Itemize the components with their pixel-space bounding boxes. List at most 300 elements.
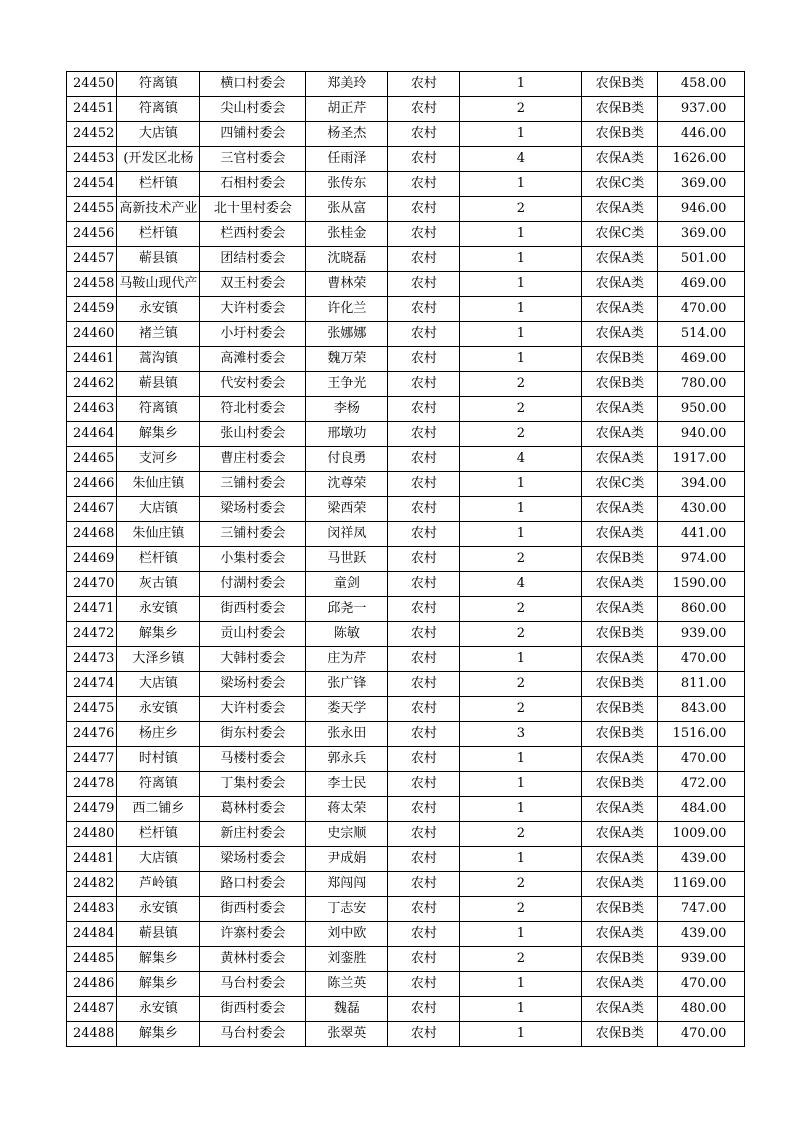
town-cell: 解集乡 <box>117 622 200 647</box>
household-type-cell: 农村 <box>388 997 460 1022</box>
village-cell: 大许村委会 <box>200 697 306 722</box>
town-cell: 蕲县镇 <box>117 922 200 947</box>
village-cell: 马台村委会 <box>200 972 306 997</box>
village-cell: 横口村委会 <box>200 72 306 97</box>
village-cell: 张山村委会 <box>200 422 306 447</box>
table-row <box>67 822 745 847</box>
table-row <box>67 772 745 797</box>
table-row <box>67 72 745 97</box>
amount-cell: 501.00 <box>658 247 745 272</box>
household-type-cell: 农村 <box>388 272 460 297</box>
name-cell: 张从富 <box>306 197 388 222</box>
amount-cell: 860.00 <box>658 597 745 622</box>
name-cell: 童剑 <box>306 572 388 597</box>
record-id-cell: 24458 <box>67 272 117 297</box>
household-type-cell: 农村 <box>388 897 460 922</box>
table-row <box>67 522 745 547</box>
amount-cell: 430.00 <box>658 497 745 522</box>
village-cell: 代安村委会 <box>200 372 306 397</box>
town-cell: 蕲县镇 <box>117 247 200 272</box>
town-cell: 栏杆镇 <box>117 822 200 847</box>
village-cell: 符北村委会 <box>200 397 306 422</box>
amount-cell: 439.00 <box>658 922 745 947</box>
member-count-cell: 1 <box>460 972 582 997</box>
name-cell: 邢墩功 <box>306 422 388 447</box>
name-cell: 杨圣杰 <box>306 122 388 147</box>
town-cell: 解集乡 <box>117 422 200 447</box>
household-type-cell: 农村 <box>388 122 460 147</box>
record-id-cell: 24451 <box>67 97 117 122</box>
household-type-cell: 农村 <box>388 172 460 197</box>
table-body <box>67 72 745 1047</box>
member-count-cell: 1 <box>460 247 582 272</box>
household-type-cell: 农村 <box>388 197 460 222</box>
amount-cell: 394.00 <box>658 472 745 497</box>
member-count-cell: 1 <box>460 647 582 672</box>
household-type-cell: 农村 <box>388 747 460 772</box>
amount-cell: 470.00 <box>658 297 745 322</box>
category-cell: 农保B类 <box>582 547 658 572</box>
amount-cell: 458.00 <box>658 72 745 97</box>
category-cell: 农保A类 <box>582 922 658 947</box>
household-type-cell: 农村 <box>388 472 460 497</box>
member-count-cell: 2 <box>460 897 582 922</box>
amount-cell: 441.00 <box>658 522 745 547</box>
household-type-cell: 农村 <box>388 222 460 247</box>
record-id-cell: 24486 <box>67 972 117 997</box>
record-id-cell: 24474 <box>67 672 117 697</box>
town-cell: 解集乡 <box>117 972 200 997</box>
category-cell: 农保C类 <box>582 172 658 197</box>
amount-cell: 469.00 <box>658 347 745 372</box>
household-type-cell: 农村 <box>388 97 460 122</box>
table-row <box>67 447 745 472</box>
name-cell: 郭永兵 <box>306 747 388 772</box>
member-count-cell: 1 <box>460 272 582 297</box>
member-count-cell: 2 <box>460 672 582 697</box>
category-cell: 农保A类 <box>582 447 658 472</box>
amount-cell: 950.00 <box>658 397 745 422</box>
category-cell: 农保B类 <box>582 372 658 397</box>
town-cell: 西二铺乡 <box>117 797 200 822</box>
table-row <box>67 897 745 922</box>
town-cell: 永安镇 <box>117 597 200 622</box>
village-cell: 付湖村委会 <box>200 572 306 597</box>
town-cell: 符离镇 <box>117 72 200 97</box>
record-id-cell: 24454 <box>67 172 117 197</box>
member-count-cell: 1 <box>460 172 582 197</box>
name-cell: 丁志安 <box>306 897 388 922</box>
name-cell: 许化兰 <box>306 297 388 322</box>
name-cell: 张翠英 <box>306 1022 388 1047</box>
household-type-cell: 农村 <box>388 847 460 872</box>
household-type-cell: 农村 <box>388 497 460 522</box>
town-cell: 支河乡 <box>117 447 200 472</box>
town-cell: 栏杆镇 <box>117 222 200 247</box>
amount-cell: 472.00 <box>658 772 745 797</box>
household-type-cell: 农村 <box>388 872 460 897</box>
table-row <box>67 747 745 772</box>
record-id-cell: 24473 <box>67 647 117 672</box>
name-cell: 邱尧一 <box>306 597 388 622</box>
amount-cell: 747.00 <box>658 897 745 922</box>
member-count-cell: 1 <box>460 472 582 497</box>
amount-cell: 446.00 <box>658 122 745 147</box>
table-row <box>67 572 745 597</box>
amount-cell: 439.00 <box>658 847 745 872</box>
category-cell: 农保A类 <box>582 147 658 172</box>
table-row <box>67 172 745 197</box>
member-count-cell: 2 <box>460 197 582 222</box>
amount-cell: 939.00 <box>658 947 745 972</box>
household-type-cell: 农村 <box>388 622 460 647</box>
record-id-cell: 24478 <box>67 772 117 797</box>
amount-cell: 369.00 <box>658 222 745 247</box>
village-cell: 梁场村委会 <box>200 497 306 522</box>
name-cell: 马世跃 <box>306 547 388 572</box>
name-cell: 闵祥凤 <box>306 522 388 547</box>
name-cell: 付良勇 <box>306 447 388 472</box>
name-cell: 任雨泽 <box>306 147 388 172</box>
village-cell: 街西村委会 <box>200 997 306 1022</box>
member-count-cell: 2 <box>460 822 582 847</box>
table-row <box>67 272 745 297</box>
village-cell: 尖山村委会 <box>200 97 306 122</box>
record-id-cell: 24464 <box>67 422 117 447</box>
member-count-cell: 1 <box>460 847 582 872</box>
record-id-cell: 24469 <box>67 547 117 572</box>
table-row <box>67 547 745 572</box>
name-cell: 胡正芹 <box>306 97 388 122</box>
record-id-cell: 24466 <box>67 472 117 497</box>
name-cell: 郑美玲 <box>306 72 388 97</box>
member-count-cell: 1 <box>460 72 582 97</box>
town-cell: 大泽乡镇 <box>117 647 200 672</box>
amount-cell: 937.00 <box>658 97 745 122</box>
category-cell: 农保A类 <box>582 797 658 822</box>
village-cell: 高滩村委会 <box>200 347 306 372</box>
table-row <box>67 147 745 172</box>
household-type-cell: 农村 <box>388 447 460 472</box>
member-count-cell: 2 <box>460 97 582 122</box>
table-row <box>67 1022 745 1047</box>
record-id-cell: 24462 <box>67 372 117 397</box>
village-cell: 三官村委会 <box>200 147 306 172</box>
category-cell: 农保B类 <box>582 672 658 697</box>
table-row <box>67 497 745 522</box>
town-cell: 解集乡 <box>117 947 200 972</box>
category-cell: 农保C类 <box>582 472 658 497</box>
name-cell: 刘中欧 <box>306 922 388 947</box>
table-row <box>67 197 745 222</box>
member-count-cell: 2 <box>460 947 582 972</box>
village-cell: 三铺村委会 <box>200 472 306 497</box>
amount-cell: 940.00 <box>658 422 745 447</box>
table-row <box>67 647 745 672</box>
category-cell: 农保A类 <box>582 322 658 347</box>
village-cell: 北十里村委会 <box>200 197 306 222</box>
category-cell: 农保A类 <box>582 397 658 422</box>
town-cell: 高新技术产业 <box>117 197 200 222</box>
record-id-cell: 24481 <box>67 847 117 872</box>
town-cell: 永安镇 <box>117 897 200 922</box>
table-row <box>67 597 745 622</box>
village-cell: 梁场村委会 <box>200 672 306 697</box>
household-type-cell: 农村 <box>388 672 460 697</box>
amount-cell: 1626.00 <box>658 147 745 172</box>
table-row <box>67 972 745 997</box>
record-id-cell: 24460 <box>67 322 117 347</box>
town-cell: 蒿沟镇 <box>117 347 200 372</box>
table-row <box>67 347 745 372</box>
member-count-cell: 1 <box>460 347 582 372</box>
village-cell: 新庄村委会 <box>200 822 306 847</box>
member-count-cell: 1 <box>460 122 582 147</box>
record-id-cell: 24488 <box>67 1022 117 1047</box>
town-cell: (开发区北杨 <box>117 147 200 172</box>
town-cell: 朱仙庄镇 <box>117 522 200 547</box>
amount-cell: 1917.00 <box>658 447 745 472</box>
member-count-cell: 4 <box>460 147 582 172</box>
village-cell: 街西村委会 <box>200 597 306 622</box>
household-type-cell: 农村 <box>388 722 460 747</box>
table-row <box>67 697 745 722</box>
table-row <box>67 672 745 697</box>
record-id-cell: 24482 <box>67 872 117 897</box>
town-cell: 时村镇 <box>117 747 200 772</box>
table-row <box>67 947 745 972</box>
name-cell: 张娜娜 <box>306 322 388 347</box>
record-id-cell: 24480 <box>67 822 117 847</box>
household-type-cell: 农村 <box>388 147 460 172</box>
table-row <box>67 222 745 247</box>
household-type-cell: 农村 <box>388 372 460 397</box>
table-row <box>67 322 745 347</box>
member-count-cell: 1 <box>460 522 582 547</box>
member-count-cell: 1 <box>460 797 582 822</box>
household-type-cell: 农村 <box>388 822 460 847</box>
category-cell: 农保A类 <box>582 972 658 997</box>
household-type-cell: 农村 <box>388 247 460 272</box>
name-cell: 王争光 <box>306 372 388 397</box>
category-cell: 农保B类 <box>582 347 658 372</box>
amount-cell: 369.00 <box>658 172 745 197</box>
household-type-cell: 农村 <box>388 297 460 322</box>
village-cell: 大许村委会 <box>200 297 306 322</box>
village-cell: 黄林村委会 <box>200 947 306 972</box>
town-cell: 符离镇 <box>117 772 200 797</box>
village-cell: 梁场村委会 <box>200 847 306 872</box>
record-id-cell: 24450 <box>67 72 117 97</box>
village-cell: 双王村委会 <box>200 272 306 297</box>
amount-cell: 946.00 <box>658 197 745 222</box>
town-cell: 符离镇 <box>117 397 200 422</box>
name-cell: 刘銮胜 <box>306 947 388 972</box>
household-type-cell: 农村 <box>388 72 460 97</box>
member-count-cell: 1 <box>460 772 582 797</box>
category-cell: 农保A类 <box>582 822 658 847</box>
town-cell: 芦岭镇 <box>117 872 200 897</box>
name-cell: 娄天学 <box>306 697 388 722</box>
category-cell: 农保B类 <box>582 122 658 147</box>
name-cell: 梁西荣 <box>306 497 388 522</box>
category-cell: 农保A类 <box>582 272 658 297</box>
village-cell: 街西村委会 <box>200 897 306 922</box>
town-cell: 栏杆镇 <box>117 172 200 197</box>
member-count-cell: 1 <box>460 322 582 347</box>
amount-cell: 939.00 <box>658 622 745 647</box>
village-cell: 四铺村委会 <box>200 122 306 147</box>
category-cell: 农保B类 <box>582 697 658 722</box>
village-cell: 路口村委会 <box>200 872 306 897</box>
member-count-cell: 2 <box>460 372 582 397</box>
household-type-cell: 农村 <box>388 347 460 372</box>
table-row <box>67 297 745 322</box>
name-cell: 张桂金 <box>306 222 388 247</box>
amount-cell: 780.00 <box>658 372 745 397</box>
member-count-cell: 2 <box>460 422 582 447</box>
record-id-cell: 24468 <box>67 522 117 547</box>
table-row <box>67 997 745 1022</box>
member-count-cell: 2 <box>460 697 582 722</box>
town-cell: 杨庄乡 <box>117 722 200 747</box>
category-cell: 农保B类 <box>582 722 658 747</box>
table-row <box>67 122 745 147</box>
record-id-cell: 24479 <box>67 797 117 822</box>
town-cell: 大店镇 <box>117 122 200 147</box>
name-cell: 尹成娟 <box>306 847 388 872</box>
record-id-cell: 24459 <box>67 297 117 322</box>
record-id-cell: 24475 <box>67 697 117 722</box>
amount-cell: 470.00 <box>658 1022 745 1047</box>
village-cell: 曹庄村委会 <box>200 447 306 472</box>
name-cell: 李士民 <box>306 772 388 797</box>
amount-cell: 470.00 <box>658 972 745 997</box>
table-row <box>67 472 745 497</box>
town-cell: 栏杆镇 <box>117 547 200 572</box>
category-cell: 农保B类 <box>582 97 658 122</box>
record-id-cell: 24484 <box>67 922 117 947</box>
amount-cell: 1516.00 <box>658 722 745 747</box>
town-cell: 符离镇 <box>117 97 200 122</box>
amount-cell: 514.00 <box>658 322 745 347</box>
household-type-cell: 农村 <box>388 322 460 347</box>
village-cell: 团结村委会 <box>200 247 306 272</box>
record-id-cell: 24472 <box>67 622 117 647</box>
town-cell: 马鞍山现代产 <box>117 272 200 297</box>
village-cell: 马楼村委会 <box>200 747 306 772</box>
village-cell: 贡山村委会 <box>200 622 306 647</box>
amount-cell: 480.00 <box>658 997 745 1022</box>
name-cell: 魏磊 <box>306 997 388 1022</box>
village-cell: 街东村委会 <box>200 722 306 747</box>
category-cell: 农保C类 <box>582 222 658 247</box>
amount-cell: 470.00 <box>658 747 745 772</box>
name-cell: 张永田 <box>306 722 388 747</box>
category-cell: 农保A类 <box>582 297 658 322</box>
table-row <box>67 397 745 422</box>
household-type-cell: 农村 <box>388 772 460 797</box>
village-cell: 石相村委会 <box>200 172 306 197</box>
record-id-cell: 24455 <box>67 197 117 222</box>
category-cell: 农保A类 <box>582 422 658 447</box>
name-cell: 郑闯闯 <box>306 872 388 897</box>
table-row <box>67 797 745 822</box>
household-type-cell: 农村 <box>388 1022 460 1047</box>
village-cell: 葛林村委会 <box>200 797 306 822</box>
record-id-cell: 24456 <box>67 222 117 247</box>
category-cell: 农保A类 <box>582 197 658 222</box>
category-cell: 农保A类 <box>582 522 658 547</box>
town-cell: 永安镇 <box>117 997 200 1022</box>
name-cell: 庄为芹 <box>306 647 388 672</box>
name-cell: 沈晓磊 <box>306 247 388 272</box>
record-id-cell: 24467 <box>67 497 117 522</box>
name-cell: 陈兰英 <box>306 972 388 997</box>
category-cell: 农保B类 <box>582 947 658 972</box>
member-count-cell: 4 <box>460 447 582 472</box>
category-cell: 农保A类 <box>582 847 658 872</box>
member-count-cell: 1 <box>460 1022 582 1047</box>
amount-cell: 1590.00 <box>658 572 745 597</box>
member-count-cell: 1 <box>460 747 582 772</box>
amount-cell: 811.00 <box>658 672 745 697</box>
record-id-cell: 24461 <box>67 347 117 372</box>
member-count-cell: 3 <box>460 722 582 747</box>
town-cell: 大店镇 <box>117 847 200 872</box>
town-cell: 大店镇 <box>117 672 200 697</box>
record-id-cell: 24485 <box>67 947 117 972</box>
member-count-cell: 2 <box>460 547 582 572</box>
town-cell: 大店镇 <box>117 497 200 522</box>
category-cell: 农保B类 <box>582 897 658 922</box>
category-cell: 农保B类 <box>582 72 658 97</box>
member-count-cell: 1 <box>460 297 582 322</box>
record-id-cell: 24465 <box>67 447 117 472</box>
town-cell: 褚兰镇 <box>117 322 200 347</box>
household-type-cell: 农村 <box>388 422 460 447</box>
village-cell: 小集村委会 <box>200 547 306 572</box>
record-id-cell: 24463 <box>67 397 117 422</box>
member-count-cell: 1 <box>460 922 582 947</box>
table-row <box>67 847 745 872</box>
town-cell: 蕲县镇 <box>117 372 200 397</box>
record-id-cell: 24453 <box>67 147 117 172</box>
amount-cell: 974.00 <box>658 547 745 572</box>
category-cell: 农保A类 <box>582 747 658 772</box>
member-count-cell: 4 <box>460 572 582 597</box>
member-count-cell: 2 <box>460 397 582 422</box>
household-type-cell: 农村 <box>388 397 460 422</box>
village-cell: 丁集村委会 <box>200 772 306 797</box>
category-cell: 农保A类 <box>582 572 658 597</box>
amount-cell: 1009.00 <box>658 822 745 847</box>
name-cell: 沈尊荣 <box>306 472 388 497</box>
table-row <box>67 622 745 647</box>
household-type-cell: 农村 <box>388 647 460 672</box>
village-cell: 大韩村委会 <box>200 647 306 672</box>
member-count-cell: 2 <box>460 622 582 647</box>
member-count-cell: 2 <box>460 872 582 897</box>
village-cell: 三铺村委会 <box>200 522 306 547</box>
member-count-cell: 2 <box>460 597 582 622</box>
table-row <box>67 922 745 947</box>
table-row <box>67 372 745 397</box>
amount-cell: 843.00 <box>658 697 745 722</box>
village-cell: 许寨村委会 <box>200 922 306 947</box>
member-count-cell: 1 <box>460 997 582 1022</box>
amount-cell: 484.00 <box>658 797 745 822</box>
